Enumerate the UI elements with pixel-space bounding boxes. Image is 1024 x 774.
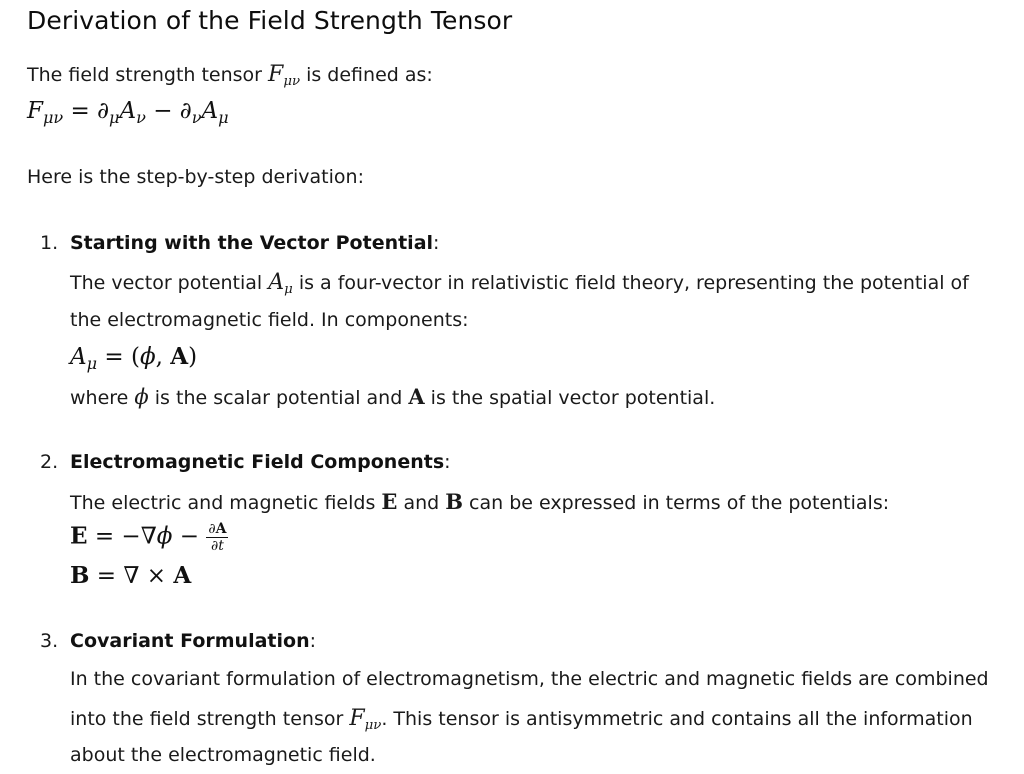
step-3-line-1: In the covariant formulation of electromagnetism, the electric and magnetic fields are combined <box>70 668 989 690</box>
step-2-heading: Electromagnetic Field Components <box>70 451 445 473</box>
step-3-number: 3. <box>40 630 59 652</box>
step-3-line-2: into the field strength tensor $F_{\mu\nu}$. This tensor is antisymmetric and contains all the information <box>70 706 973 733</box>
steps-intro: Here is the step-by-step derivation: <box>27 166 364 188</box>
step-1-line-2: the electromagnetic field. In components: <box>70 309 469 331</box>
step-1-heading: Starting with the Vector Potential <box>70 232 434 254</box>
definition-equation: $F_{\mu\nu} = \partial_\mu A_\nu - \partial_\nu A_\mu$ <box>27 98 229 127</box>
step-1-line-1: The vector potential $A_\mu$ is a four-vector in relativistic field theory, representing the potential of <box>70 270 969 297</box>
step-1-heading-line: Starting with the Vector Potential: <box>70 232 440 254</box>
magnetic-field-equation: B = ∇ × A <box>70 562 192 589</box>
vector-potential-symbol: $A_\mu$ <box>268 270 293 297</box>
step-1-number: 1. <box>40 232 59 254</box>
tensor-symbol-inline: $F_{\mu\nu}$ <box>268 62 301 89</box>
step-1-where-line: where ϕ is the scalar potential and A is the spatial vector potential. <box>70 384 716 409</box>
step-2-line-1: The electric and magnetic fields E and B can be expressed in terms of the potentials: <box>70 489 890 514</box>
tensor-symbol-inline-2: $F_{\mu\nu}$ <box>349 706 382 733</box>
step-3-line-3: about the electromagnetic field. <box>70 744 376 766</box>
intro-text-after: is defined as: <box>300 64 433 86</box>
intro-paragraph <box>27 62 433 87</box>
step-3-heading: Covariant Formulation <box>70 630 310 652</box>
step-2-heading-line: Electromagnetic Field Components: <box>70 451 451 473</box>
step-2-number: 2. <box>40 451 59 473</box>
step-1-equation: $A_\mu = (\phi$, A) <box>70 343 198 373</box>
step-3-heading-line: Covariant Formulation: <box>70 630 317 652</box>
electric-field-equation: E = −∇ϕ − $\frac{\partial A}{\partial t}$ <box>70 521 227 554</box>
intro-text-before: The field strength tensor <box>27 64 269 86</box>
page-title: Derivation of the Field Strength Tensor <box>27 6 513 35</box>
